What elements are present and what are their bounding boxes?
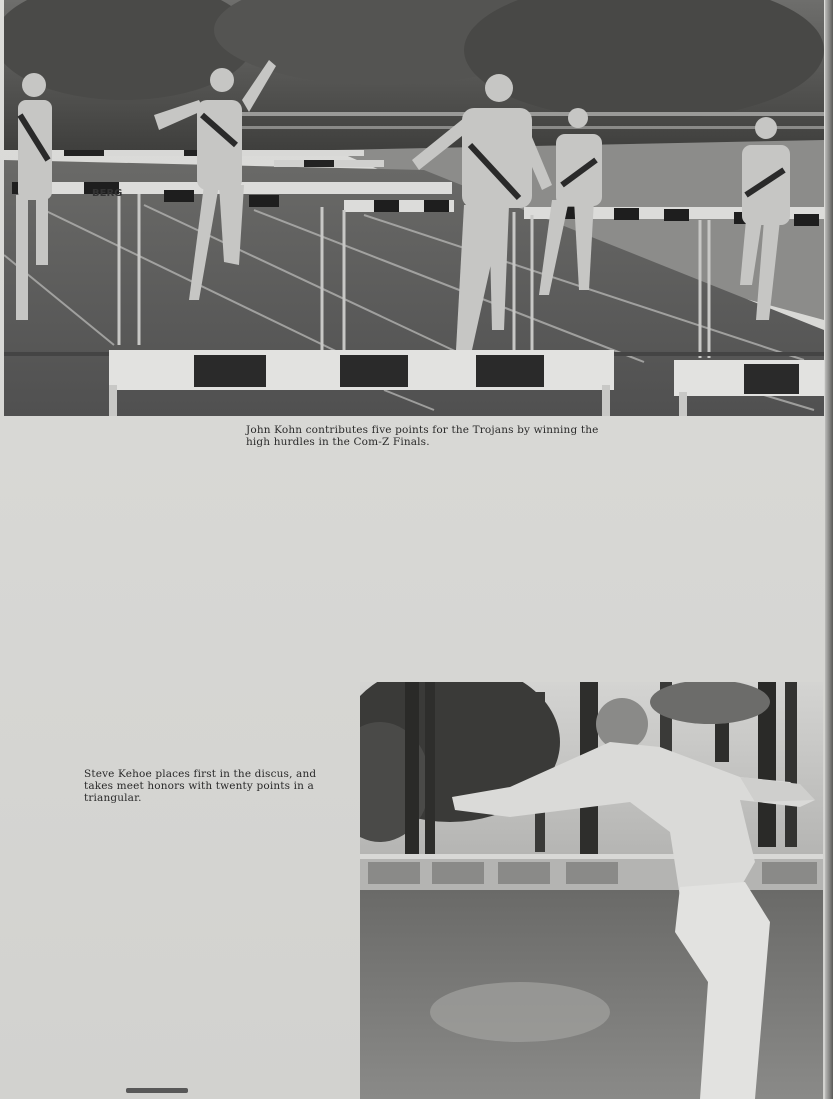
hurdles-photo-art xyxy=(4,0,824,416)
hurdles-caption: John Kohn contributes five points for the Trojans by winning the high hurdles in the Com-Z Finals. xyxy=(246,424,599,448)
discus-photo xyxy=(360,682,823,1099)
discus-photo-art xyxy=(360,682,823,1099)
discus-caption: Steve Kehoe places first in the discus, and takes meet honors with twenty points in a triangular. xyxy=(84,768,317,804)
page-edge xyxy=(825,0,833,1099)
hurdle-banner-text: BERG xyxy=(92,188,123,199)
hurdles-photo xyxy=(4,0,824,416)
footer-mark xyxy=(126,1088,188,1093)
